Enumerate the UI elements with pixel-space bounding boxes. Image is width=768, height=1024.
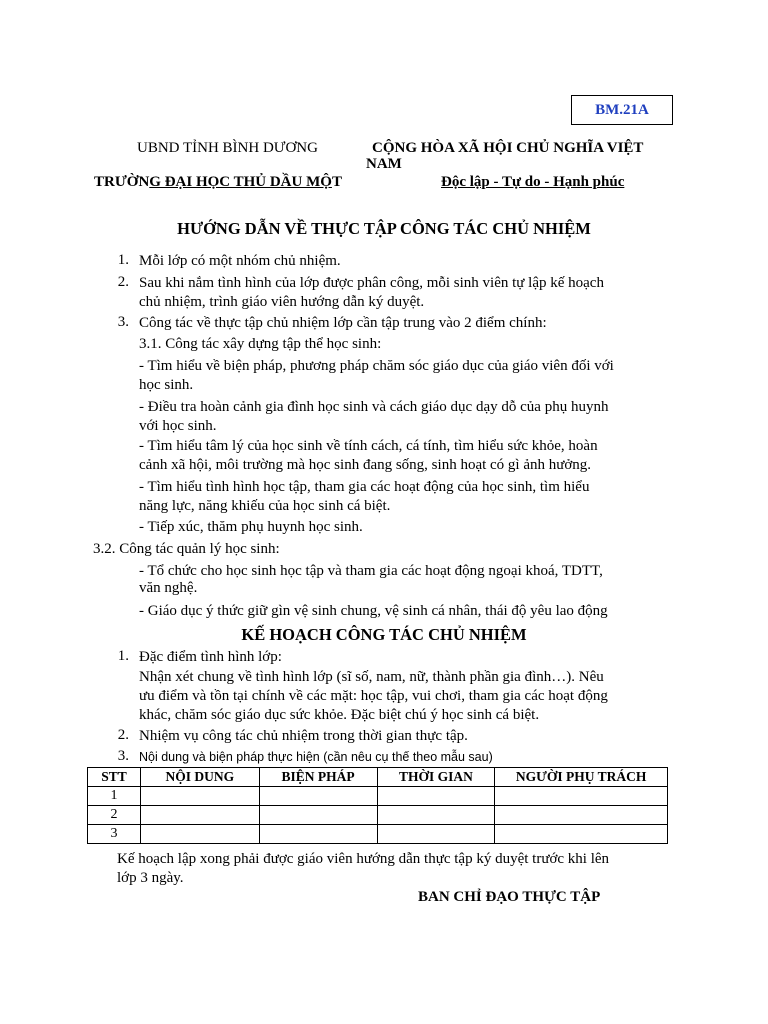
motto: Độc lập - Tự do - Hạnh phúc [441, 174, 625, 190]
guide-title: HƯỚNG DẪN VỀ THỰC TẬP CÔNG TÁC CHỦ NHIỆM [177, 219, 591, 238]
plan-item-2-number: 2. [117, 727, 129, 743]
header-measures: BIỆN PHÁP [259, 768, 377, 787]
cell-measures[interactable] [259, 806, 377, 825]
header-stt: STT [88, 768, 141, 787]
plan-paragraph-line-3: khác, chăm sóc giáo dục sức khỏe. Đặc biệt chú ý học sinh cá biệt. [139, 707, 540, 723]
bullet-3-line-1: - Tìm hiểu tâm lý của học sinh về tính cách, cá tính, tìm hiểu sức khỏe, hoàn [139, 438, 598, 454]
republic-line-1: CỘNG HÒA XÃ HỘI CHỦ NGHĨA VIỆT [372, 140, 644, 156]
plan-title: KẾ HOẠCH CÔNG TÁC CHỦ NHIỆM [241, 625, 527, 644]
agency-name: UBND TỈNH BÌNH DƯƠNG [137, 140, 318, 156]
guide-item-1: Mỗi lớp có một nhóm chủ nhiệm. [139, 253, 341, 269]
form-code: BM.21A [595, 101, 649, 118]
cell-content[interactable] [140, 825, 259, 844]
cell-person[interactable] [495, 806, 668, 825]
guide-item-3: Công tác về thực tập chủ nhiệm lớp cần tập trung vào 2 điểm chính: [139, 315, 547, 331]
bullet-2-line-1: - Điều tra hoàn cảnh gia đình học sinh và cách giáo dục dạy dỗ của phụ huynh [139, 399, 609, 415]
mgmt-bullet-1-line-1: - Tổ chức cho học sinh học tập và tham gia các hoạt động ngoại khoá, TDTT, [139, 563, 603, 579]
plan-paragraph-line-1: Nhận xét chung về tình hình lớp (sĩ số, nam, nữ, thành phần gia đình…). Nêu [139, 669, 604, 685]
cell-time[interactable] [377, 825, 495, 844]
bullet-2-line-2: với học sinh. [139, 418, 217, 434]
cell-time[interactable] [377, 806, 495, 825]
table-row [88, 825, 668, 844]
bullet-1-line-1: - Tìm hiểu về biện pháp, phương pháp chăm sóc giáo dục của giáo viên đối với [139, 358, 614, 374]
mgmt-bullet-1-line-2: văn nghệ. [139, 580, 198, 596]
subsection-3-2: 3.2. Công tác quản lý học sinh: [93, 541, 280, 557]
row-number: 3 [88, 825, 141, 844]
form-code-box [571, 95, 673, 125]
cell-content[interactable] [140, 787, 259, 806]
row-number: 1 [88, 787, 141, 806]
subsection-3-1: 3.1. Công tác xây dựng tập thể học sinh: [139, 336, 382, 352]
footer-note-line-2: lớp 3 ngày. [117, 870, 184, 886]
republic-line-2: NAM [366, 156, 402, 172]
header-content: NỘI DUNG [140, 768, 259, 787]
bullet-1-line-2: học sinh. [139, 377, 194, 393]
cell-measures[interactable] [259, 787, 377, 806]
footer-note-line-1: Kế hoạch lập xong phải được giáo viên hướng dẫn thực tập ký duyệt trước khi lên [117, 851, 610, 867]
bullet-3-line-2: cảnh xã hội, môi trường mà học sinh đang sống, sinh hoạt có gì ảnh hưởng. [139, 457, 592, 473]
plan-item-1-number: 1. [117, 648, 129, 664]
cell-content[interactable] [140, 806, 259, 825]
plan-paragraph-line-2: ưu điểm và tồn tại chính về các mặt: học tập, vui chơi, tham gia các hoạt động [139, 688, 608, 704]
cell-person[interactable] [495, 787, 668, 806]
plan-item-3-number: 3. [117, 748, 129, 764]
table-row [88, 787, 668, 806]
mgmt-bullet-2: - Giáo dục ý thức giữ gìn vệ sinh chung, vệ sinh cá nhân, thái độ yêu lao động [139, 603, 608, 619]
cell-time[interactable] [377, 787, 495, 806]
plan-item-2: Nhiệm vụ công tác chủ nhiệm trong thời gian thực tập. [139, 728, 468, 744]
guide-item-2-number: 2. [117, 274, 129, 290]
guide-item-2-line-1: Sau khi nắm tình hình của lớp được phân công, mỗi sinh viên tự lập kế hoạch [139, 275, 604, 291]
plan-item-3: Nội dung và biện pháp thực hiện (cần nêu cụ thế theo mẫu sau) [139, 750, 493, 764]
bullet-4-line-2: năng lực, năng khiếu của học sinh cá biệt. [139, 498, 391, 514]
table-header-row [88, 768, 668, 787]
steering-board-signature: BAN CHỈ ĐẠO THỰC TẬP [418, 889, 601, 905]
plan-table [87, 767, 668, 844]
guide-item-3-number: 3. [117, 314, 129, 330]
cell-measures[interactable] [259, 825, 377, 844]
table-row [88, 806, 668, 825]
bullet-4-line-1: - Tìm hiểu tình hình học tập, tham gia các hoạt động của học sinh, tìm hiểu [139, 479, 590, 495]
guide-item-2-line-2: chủ nhiệm, trình giáo viên hướng dẫn ký duyệt. [139, 294, 425, 310]
plan-item-1: Đặc điểm tình hình lớp: [139, 649, 282, 665]
bullet-5: - Tiếp xúc, thăm phụ huynh học sinh. [139, 519, 363, 535]
school-name: TRƯỜNG ĐẠI HỌC THỦ DẦU MỘT [94, 174, 342, 190]
row-number: 2 [88, 806, 141, 825]
header-time: THỜI GIAN [377, 768, 495, 787]
guide-item-1-number: 1. [117, 252, 129, 268]
header-person-in-charge: NGƯỜI PHỤ TRÁCH [495, 768, 668, 787]
cell-person[interactable] [495, 825, 668, 844]
